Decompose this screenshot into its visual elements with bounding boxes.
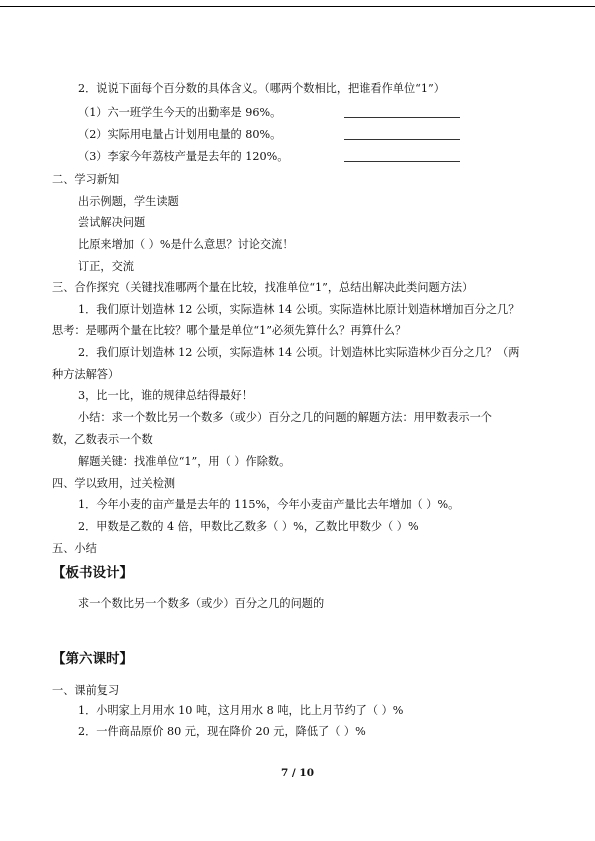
text-line: 数，乙数表示一个数 xyxy=(52,433,153,446)
text-line: 3，比一比，谁的规律总结得最好！ xyxy=(78,389,253,402)
answer-blank xyxy=(344,117,460,118)
text-line: 种方法解答） xyxy=(52,368,120,381)
text-line: 思考：是哪两个量在比较？哪个量是单位“1”必须先算什么？再算什么？ xyxy=(52,324,407,337)
text-line: 小结：求一个数比另一个数多（或少）百分之几的问题的解题方法：用甲数表示一个 xyxy=(78,411,492,424)
text-line: 四、学以致用，过关检测 xyxy=(52,477,176,490)
text-line: 1．小明家上月用水 10 吨，这月用水 8 吨，比上月节约了（ ）% xyxy=(78,704,404,717)
text-line: 比原来增加（ ）%是什么意思？讨论交流！ xyxy=(78,238,294,251)
answer-blank xyxy=(344,161,460,162)
text-line: 1．今年小麦的亩产量是去年的 115%，今年小麦亩产量比去年增加（ ）%。 xyxy=(78,498,460,511)
text-line: （2）实际用电量占计划用电量的 80%。 xyxy=(78,128,282,141)
text-line: 2．说说下面每个百分数的具体含义。（哪两个数相比，把谁看作单位“1”） xyxy=(78,82,445,95)
page-number: 7 / 10 xyxy=(280,767,315,779)
section-heading: 【板书设计】 xyxy=(52,565,133,581)
text-line: 出示例题，学生读题 xyxy=(78,195,179,208)
text-line: 2．一件商品原价 80 元，现在降价 20 元，降低了（ ）% xyxy=(78,725,366,738)
text-line: 三、合作探究（关键找准哪两个量在比较，找准单位“1”，总结出解决此类问题方法） xyxy=(52,281,474,294)
text-line: （3）李家今年荔枝产量是去年的 120%。 xyxy=(78,150,289,163)
text-line: 订正，交流 xyxy=(78,260,134,273)
text-line: （1）六一班学生今天的出勤率是 96%。 xyxy=(78,106,282,119)
text-line: 二、学习新知 xyxy=(52,173,120,186)
text-line: 解题关键：找准单位“1”，用（ ）作除数。 xyxy=(78,455,291,468)
text-line: 2．甲数是乙数的 4 倍，甲数比乙数多（ ）%，乙数比甲数少（ ）% xyxy=(78,520,419,533)
text-line: 2．我们原计划造林 12 公顷，实际造林 14 公顷。计划造林比实际造林少百分之几？（两 xyxy=(78,346,520,359)
text-line: 尝试解决问题 xyxy=(78,216,146,229)
text-line: 1．我们原计划造林 12 公顷，实际造林 14 公顷。实际造林比原计划造林增加百分之几？ xyxy=(78,303,520,316)
answer-blank xyxy=(344,139,460,140)
text-line: 一、课前复习 xyxy=(52,684,120,697)
section-heading: 【第六课时】 xyxy=(52,651,133,667)
text-line: 五、小结 xyxy=(52,542,97,555)
header-rule xyxy=(0,6,595,7)
text-line: 求一个数比另一个数多（或少）百分之几的问题的 xyxy=(78,597,325,610)
